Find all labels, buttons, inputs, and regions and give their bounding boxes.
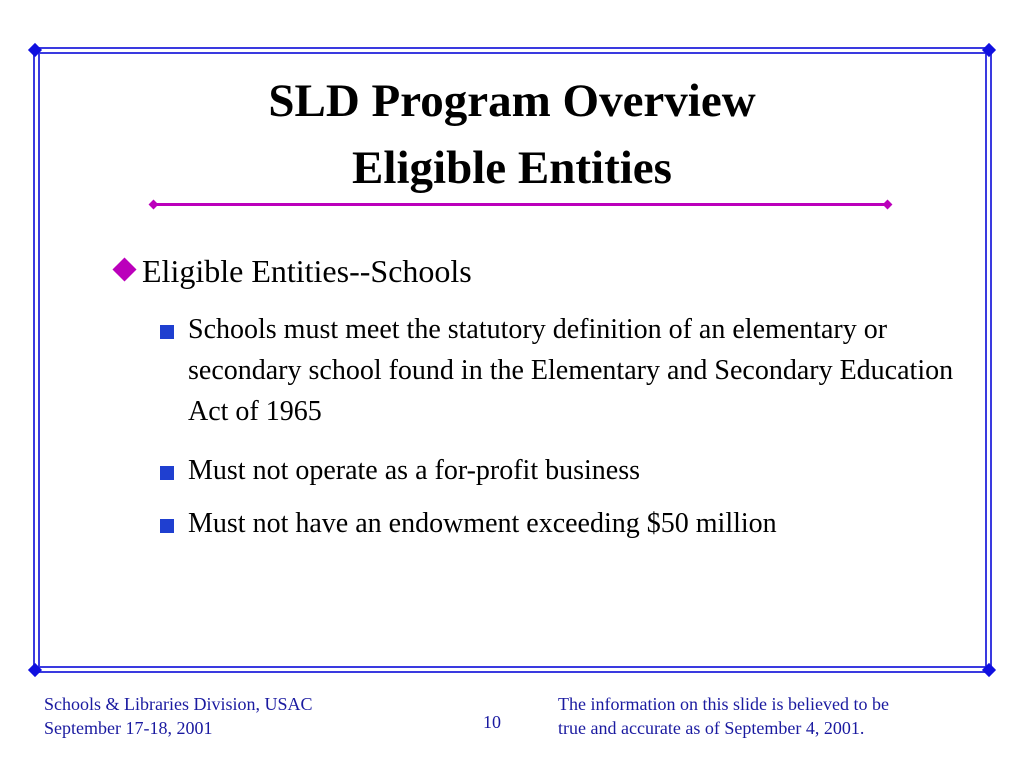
page-number: 10: [483, 712, 501, 732]
divider-end-left: [149, 200, 159, 210]
title-divider: [154, 203, 888, 206]
subbullet-text: Schools must meet the statutory definition of an elementary or secondary school found in the Elementary and Secondary Education Act of 1965: [188, 314, 954, 427]
square-bullet-icon: [160, 325, 174, 339]
square-bullet-icon: [160, 519, 174, 533]
bullet-text: Eligible Entities--Schools: [142, 253, 472, 289]
footer-disclaimer-line1: The information on this slide is believed to be: [558, 694, 889, 714]
footer-disclaimer-line2: true and accurate as of September 4, 2001.: [558, 718, 865, 738]
subbullet-item: [160, 309, 960, 432]
footer-left: [44, 692, 313, 740]
footer-date: September 17-18, 2001: [44, 718, 213, 738]
footer-right: [558, 692, 889, 740]
square-bullet-icon: [160, 466, 174, 480]
bullet-item: [110, 249, 472, 293]
slide-title-line2: Eligible Entities: [352, 142, 672, 194]
subbullet-item: [160, 450, 960, 491]
divider-end-right: [883, 200, 893, 210]
footer-organization: Schools & Libraries Division, USAC: [44, 694, 313, 714]
subbullet-text: Must not have an endowment exceeding $50 million: [188, 508, 777, 539]
slide-title-line1: SLD Program Overview: [268, 75, 756, 127]
diamond-bullet-icon: [112, 257, 136, 281]
subbullet-text: Must not operate as a for-profit business: [188, 455, 641, 486]
subbullet-item: [160, 503, 960, 544]
